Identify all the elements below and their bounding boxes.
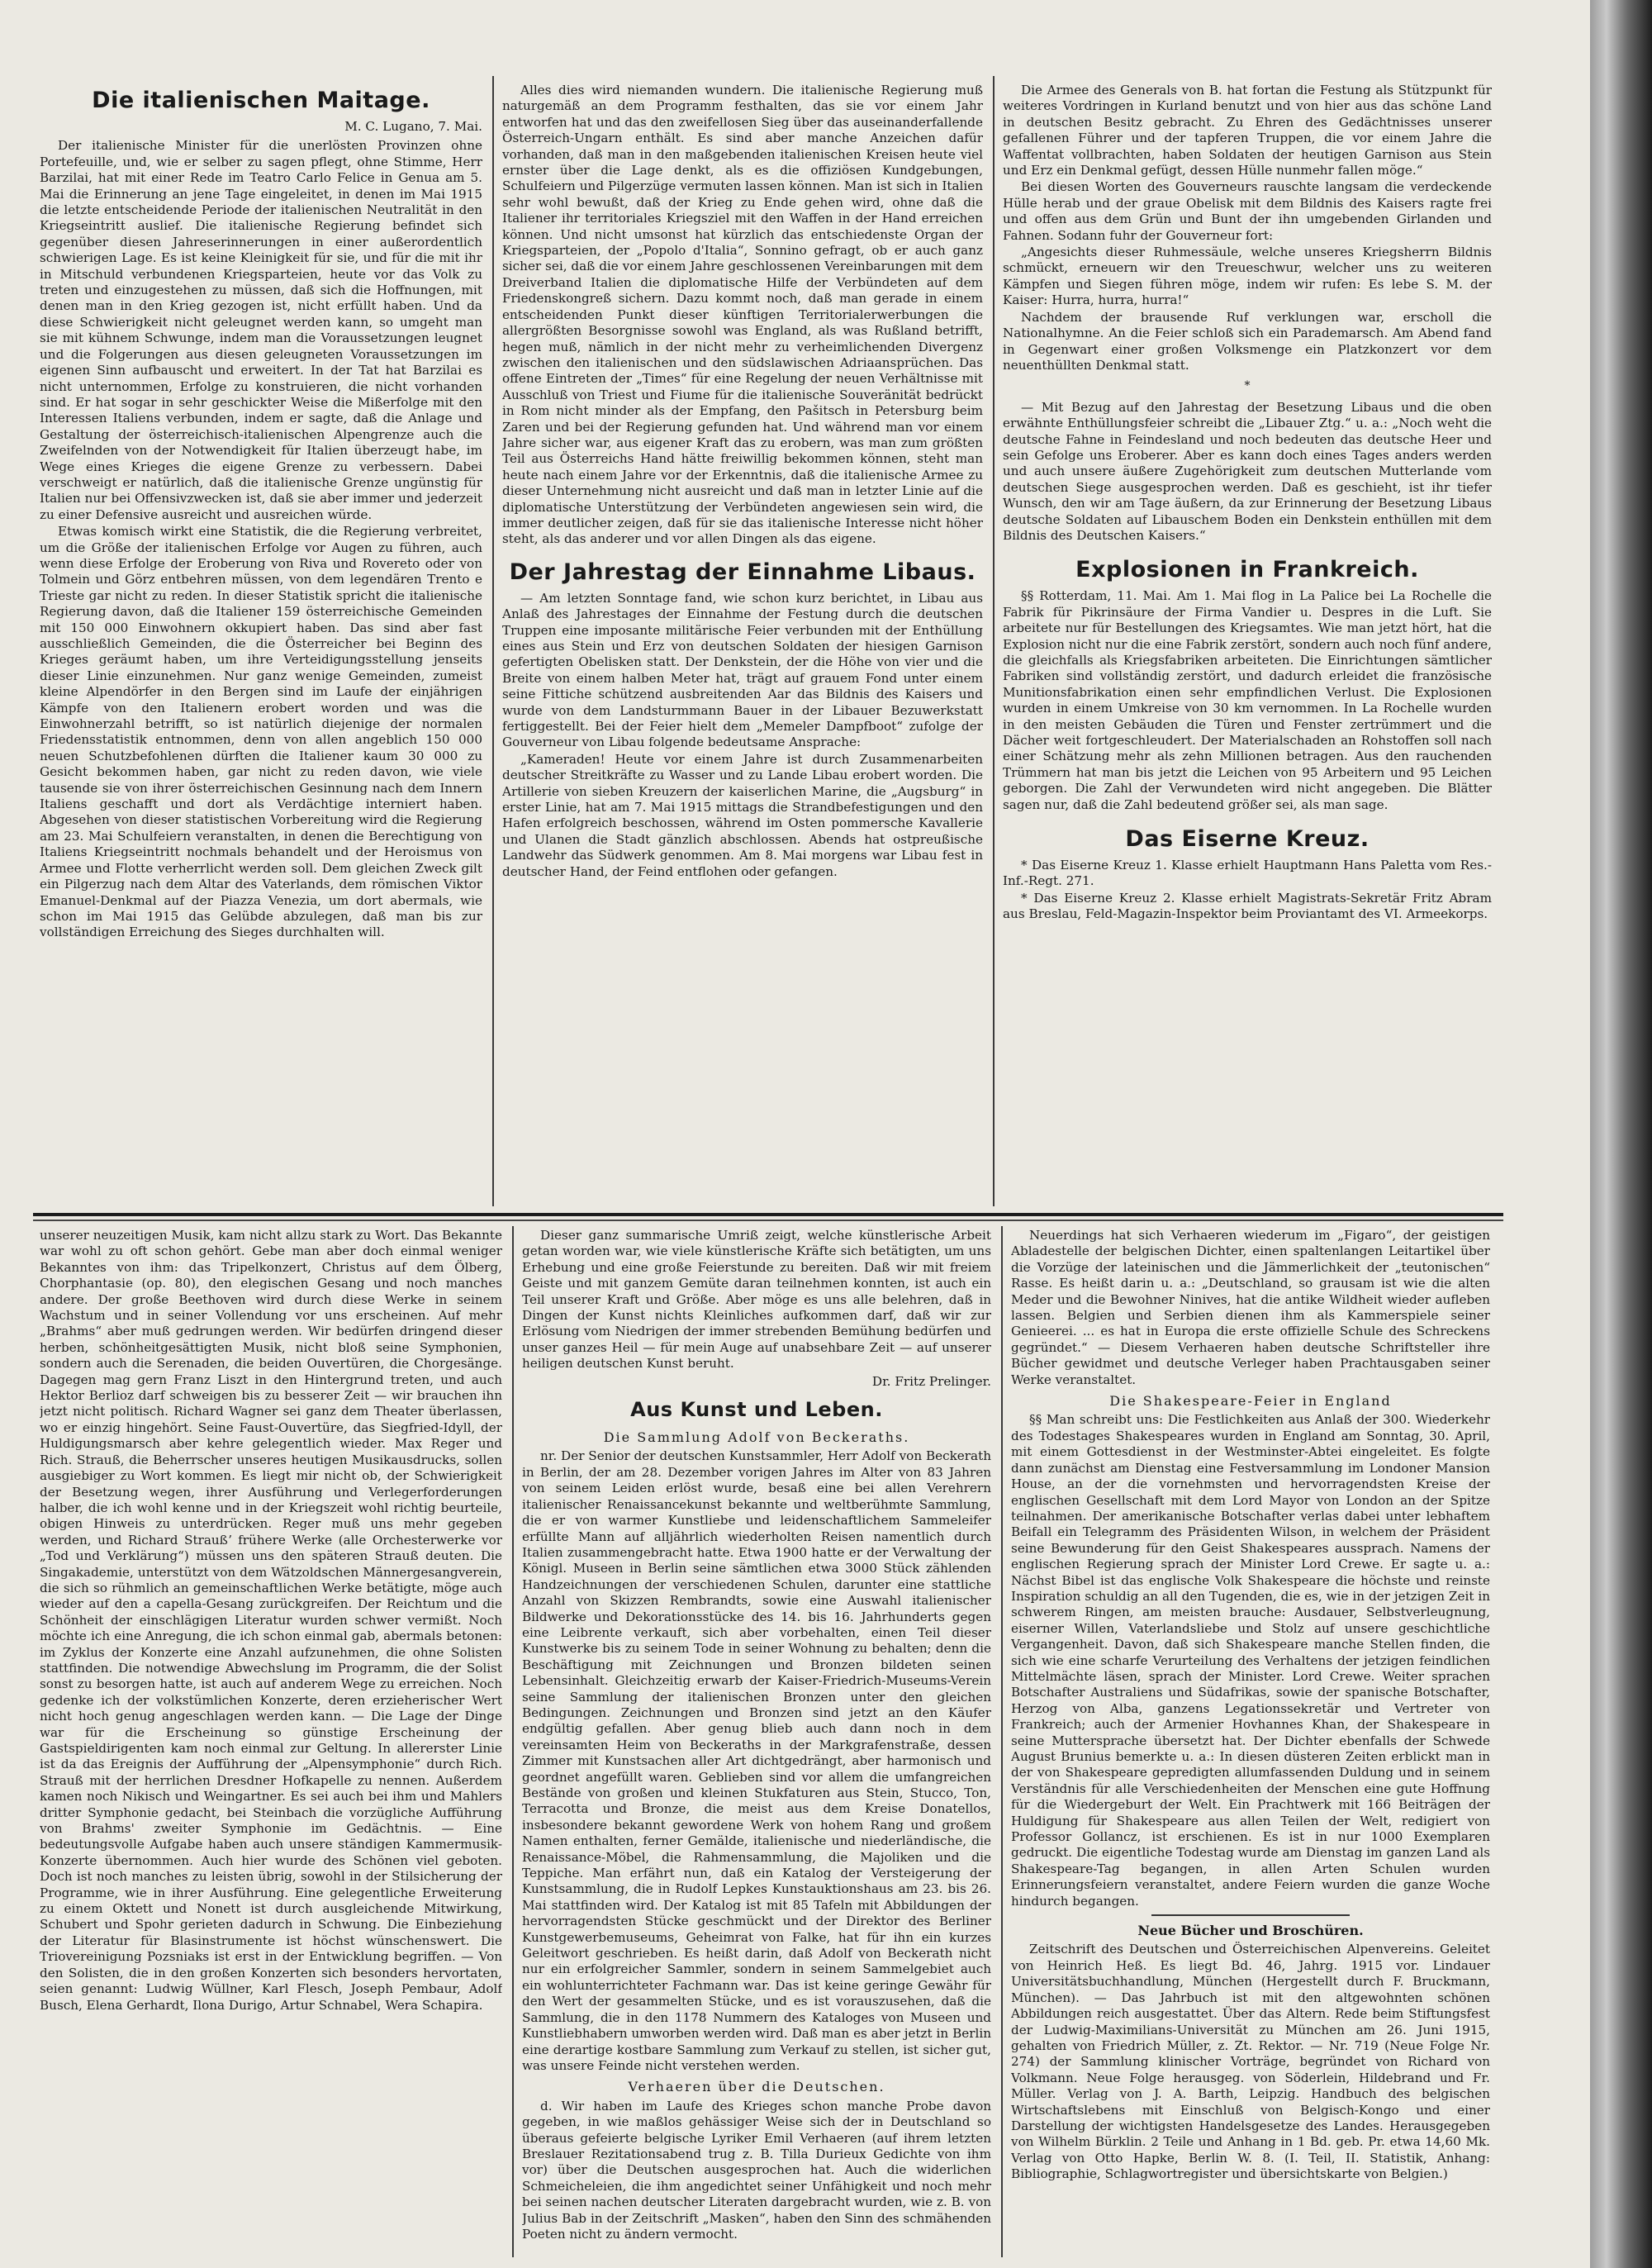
subheading-shakespeare: Die Shakespeare-Feier in England — [1109, 1393, 1392, 1410]
paragraph: — Am letzten Sonntage fand, wie schon kurz berichtet, in Libau aus Anlaß des Jahrestages der Einnahme der Festung durch die deutschen Truppen eine imposante militärische Feier verbunden mit der Enthüllung eines aus Stein und Erz von deutschen Soldaten der hiesigen Garnison gefertigten Obelisken statt. Der Denkstein, der die Höhe von vier und die Breite von einem halben Meter hat, trägt auf grauem Fond unter einem seine Fittiche schützend ausbreitenden Aar das Bildnis des Kaisers und wurde von dem Landsturmmann Bauer in der Libauer Bezuwerkstatt fertiggestellt. Bei der Feier hielt dem „Memeler Dampfboot“ zufolge der Gouverneur von Libau folgende bedeutsame Ansprache: — [502, 590, 983, 750]
feuilleton-separator-thin — [33, 1220, 1503, 1221]
feuilleton-column-2 — [522, 1228, 991, 2252]
headline-art-and-life: Aus Kunst und Leben. — [630, 1398, 883, 1422]
dateline: M. C. Lugano, 7. Mai. — [344, 119, 482, 134]
paragraph: nr. Der Senior der deutschen Kunstsammler, Herr Adolf von Beckerath in Berlin, der am 28. Dezember vorigen Jahres im Alter von 83 Jahren von seinem Leiden erlöst wurde, besaß eine bei allen Verehrern italienischer Renaissancekunst bekannte und weltberühmte Sammlung, die er von warmer Kunstliebe und leidenschaftlichem Sammeleifer erfüllte Mann auf alljährlich wiederholten Reisen namentlich durch Italien zusammengebracht hatte. Etwa 1900 hatte er der Verwaltung der Königl. Museen in Berlin seine sämtlichen etwa 3000 Stück zählenden Handzeichnungen der verschiedenen Schulen, darunter eine stattliche Anzahl von Skizzen Rembrandts, sowie eine Auswahl italienischer Bildwerke und Dekorationsstücke des 14. bis 16. Jahrhunderts gegen eine Leibrente verkauft, sich aber vorbehalten, einen Teil dieser Kunstwerke bis zu seinem Tode in seiner Wohnung zu behalten; denn die Beschäftigung mit Zeichnungen und Bronzen bildeten seinen Lebensinhalt. Gleichzeitig erwarb der Kaiser-Friedrich-Museums-Verein seine Sammlung der italienischen Bronzen unter den gleichen Bedingungen. Zeichnungen und Bronzen sind jetzt an den Käufer endgültig gefallen. Aber genug blieb auch dann noch in dem vereinsamten Heim von Beckeraths in der Markgrafenstraße, dessen Zimmer mit Kunstsachen aller Art dichtgedrängt, aber harmonisch und geordnet angefüllt waren. Geblieben sind vor allem die umfangreichen Bestände von großen und kleinen Stukfaturen aus Stein, Stucco, Ton, Terracotta und Bronze, die meist aus dem Kreise Donatellos, insbesondere bekannt gewordene Werk von hohem Rang und großem Namen enthalten, ferner Gemälde, italienische und niederländische, die Renaissance-Möbel, die Rahmensammlung, die Majoliken und die Teppiche. Man erfährt nun, daß ein Katalog der Versteigerung der Kunstsammlung, die in Rudolf Lepkes Kunstauktionshaus am 23. bis 26. Mai stattfinden wird. Der Katalog ist mit 85 Tafeln mit Abbildungen der hervorragendsten Stücke geschmückt und der Direktor des Berliner Kunstgewerbemuseums, Geheimrat von Falke, hat für ihn ein kurzes Geleitwort geschrieben. Es heißt darin, daß Adolf von Beckerath nicht nur ein erfolgreicher Sammler, sondern in seinem Sammelgebiet auch ein wohlunterrichteter Fachmann war. Das ist keine geringe Gewähr für den Wert der gesammelten Stücke, und es ist vorauszusehen, daß die Sammlung, die in den 1178 Nummern des Kataloges von Museen und Kunstliebhabern umworben werden wird. Daß man es aber jetzt in Berlin eine derartige kostbare Sammlung zum Verkauf zu stellen, ist sicher gut, was unsere Feinde nicht verstehen werden. — [522, 1448, 991, 2073]
headline-italian-may-days: Die italienischen Maitage. — [92, 88, 430, 113]
paragraph: d. Wir haben im Laufe des Krieges schon manche Probe davon gegeben, in wie maßlos gehässiger Weise sich der in Deutschland so überaus gefeierte belgische Lyriker Emil Verhaeren (auf ihrem letzten Breslauer Rezitationsabend trug z. B. Tilla Durieux Gedichte von ihm vor) über die Deutschen ausgesprochen hat. Auch die widerlichen Schmeicheleien, die ihm angedichtet seiner Unfähigkeit und noch mehr bei seinen nachen deutscher Literaten dargebracht wurden, wie z. B. von Julius Bab in der Zeitschrift „Masken“, haben den Sinn des schmähenden Poeten nicht zu ändern vermocht. — [522, 2098, 991, 2242]
paragraph: „Kameraden! Heute vor einem Jahre ist durch Zusammenarbeiten deutscher Streitkräfte zu Wasser und zu Lande Libau erobert worden. Die Artillerie von sieben Kreuzern der kaiserlichen Marine, die „Augsburg“ in erster Linie, hat am 7. Mai 1915 mittags die Strandbefestigungen und den Hafen erfolgreich beschossen, während im Osten pommersche Kavallerie und Ulanen die Stadt gänzlich abschlossen. Abends hat ostpreußische Landwehr das Südwerk genommen. Am 8. Mai morgens war Libau fest in deutscher Hand, der Feind entflohen oder gefangen. — [502, 751, 983, 879]
paragraph: „Angesichts dieser Ruhmessäule, welche unseres Kriegsherrn Bildnis schmückt, erneuern wir den Treueschwur, welcher uns zu weiteren Kämpfen und Siegen führen möge, indem wir rufen: Es lebe S. M. der Kaiser: Hurra, hurra, hurra!“ — [1003, 245, 1492, 308]
paragraph: Etwas komisch wirkt eine Statistik, die die Regierung verbreitet, um die Größe der italienischen Erfolge vor Augen zu führen, auch wenn diese Erfolge der Eroberung von Riva und Rovereto oder von Tolmein und Görz entbehren müssen, von dem legendären Trento e Trieste gar nicht zu reden. In dieser Statistik spricht die italienische Regierung davon, daß die Italiener 159 österreichische Gemeinden mit 150 000 Einwohnern okkupiert haben. Das sind aber fast ausschließlich Gemeinden, die die Österreicher bei Beginn des Krieges geräumt haben, um ihre Verteidigungsstellung jenseits dieser Linie einzunehmen. Nur ganz wenige Gemeinden, zumeist kleine Alpendörfer in den Bergen sind im Laufe der einjährigen Kämpfe von den Italienern erobert worden und was die Einwohnerzahl betrifft, so ist natürlich diejenige der normalen Friedensstatistik entnommen, denn von allen angeblich 150 000 neuen Schutzbefohlenen dürften die Italiener kaum 30 000 zu Gesicht bekommen haben, gar nicht zu reden davon, wie viele tausende sie von ihrer österreichischen Gesinnung nach dem Innern Italiens geschafft und dort als Verdächtige interniert haben. Abgesehen von dieser statistischen Vorbereitung wird die Regierung am 23. Mai Schulfeiern veranstalten, in denen die Berechtigung von Italiens Kriegseintritt nochmals behandelt und der Heroismus von Armee und Flotte verherrlicht werden soll. Dem gleichen Zweck gilt ein Pilgerzug nach dem Altar des Vaterlands, dem römischen Viktor Emanuel-Denkmal auf der Piazza Venezia, um dort abermals, wie schon im Mai 1915 das Gelübde abzulegen, daß man bis zur vollständigen Erreichung des Sieges durchhalten will. — [40, 524, 482, 940]
column-divider — [512, 1226, 514, 2257]
column-2 — [502, 83, 983, 1206]
page-edge — [1590, 0, 1652, 2268]
list-item: * Das Eiserne Kreuz 1. Klasse erhielt Hauptmann Hans Paletta vom Res.-Inf.-Regt. 271. — [1003, 858, 1492, 889]
section-star: * — [1244, 379, 1251, 393]
column-divider — [492, 76, 494, 1206]
subheading-beckerath-collection: Die Sammlung Adolf von Beckeraths. — [603, 1429, 910, 1446]
paragraph: Dieser ganz summarische Umriß zeigt, welche künstlerische Arbeit getan worden war, wie viele künstlerische Kräfte sich betätigten, um uns Erhebung und eine große Feierstunde zu bereiten. Daß wir mit freiem Geiste und mit ganzem Gemüte daran teilnehmen konnten, ist auch ein Teil unserer Kraft und Größe. Aber möge es uns alle belehren, daß in Dingen der Kunst nichts Kleinliches aufkommen darf, daß wir zur Erlösung vom Niedrigen der immer strebenden Bemühung bedürfen und unser ganzes Heil — für mein Auge auf unabsehbare Zeit — auf unserer heiligen deutschen Kunst beruht. — [522, 1228, 991, 1372]
list-item: * Das Eiserne Kreuz 2. Klasse erhielt Magistrats-Sekretär Fritz Abram aus Breslau, Feld-Magazin-Inspektor beim Proviantamt des VI. Armeekorps. — [1003, 890, 1492, 922]
column-1 — [40, 81, 482, 1205]
headline-libau-anniversary: Der Jahrestag der Einnahme Libaus. — [509, 559, 976, 585]
feuilleton-column-1 — [40, 1228, 502, 2252]
subheading-verhaeren: Verhaeren über die Deutschen. — [628, 2079, 885, 2095]
paragraph: §§ Man schreibt uns: Die Festlichkeiten aus Anlaß der 300. Wiederkehr des Todestages Shakespeares wurden in England am Sonntag, 30. April, mit einem Gottesdienst in der Westminster-Abtei eingeleitet. Es folgte dann zunächst am Dienstag eine Festversammlung im Londoner Mansion House, an der die vornehmsten und hervorragendsten Kreise der englischen Gesellschaft mit dem Lord Mayor von London an der Spitze teilnahmen. Der amerikanische Botschafter verlas dabei unter lebhaftem Beifall ein Telegramm des Präsidenten Wilson, in welchem der Präsident seine Bewunderung für den Geist Shakespeares aussprach. Namens der englischen Regierung sprach der Minister Lord Crewe. Er sagte u. a.: Nächst Bibel ist das englische Volk Shakespeare die höchste und reinste Inspiration schuldig an all den Tugenden, die es, wie in der jetzigen Zeit in schwerem Ringen, am meisten brauche: Ausdauer, Selbstverleugnung, eiserner Willen, Vaterlandsliebe und Stolz auf unsere geschichtliche Vergangenheit. Davon, daß sich Shakespeare manche Stellen finden, die sich wie eine scharfe Verurteilung des Verhaltens der jetzigen feindlichen Mittelmächte läsen, sprach der Minister. Lord Crewe. Weiter sprachen Botschafter Australiens und Südafrikas, sowie der spanische Botschafter, Herzog von Alba, ganzens Legationssekretär und Vertreter von Frankreich; auch der Armenier Hovhannes Khan, der Shakespeare in seine Muttersprache übersetzt hat. Der Dichter ebenfalls der Schwede August Brunius bemerkte u. a.: In diesen düsteren Zeiten erblickt man in der von Shakespeare gepredigten allumfassenden Duldung und in seinem Verständnis für alle Verschiedenheiten der Menschen eine gute Hoffnung für die Wiedergeburt der Welt. Ein Prachtwerk mit 166 Beiträgen der Huldigung für Shakespeare aus allen Teilen der Welt, redigiert von Professor Gollancz, ist erschienen. Es ist in nur 1000 Exemplaren gedruckt. Die eigentliche Todestag wurde am Dienstag im ganzen Land als Shakespeare-Tag begangen, in allen Arten Schulen wurden Erinnerungsfeiern veranstaltet, andere Feiern wurden die ganze Woche hindurch begangen. — [1011, 1412, 1490, 1909]
subheading-new-books: Neue Bücher und Broschüren. — [1137, 1923, 1364, 1939]
paragraph: unserer neuzeitigen Musik, kam nicht allzu stark zu Wort. Das Bekannte war wohl zu oft schon gehört. Gebe man aber doch einmal weniger Bekanntes von ihm: das Tripelkonzert, Christus auf dem Ölberg, Chorphantasie (op. 80), den elegischen Gesang und noch manches andere. Der große Beethoven wird durch diese Werke in seinem Wachstum und in seiner Vollendung vor uns erscheinen. Auf mehr „Brahms“ aber muß gedrungen werden. Wir bedürfen dringend dieser herben, schönheitgesättigten Musik, nicht bloß seine Symphonien, sondern auch die Serenaden, die beiden Ouvertüren, die Chorgesänge. Dagegen mag gern Franz Liszt in den Hintergrund treten, und auch Hektor Berlioz darf schweigen bis zu besserer Zeit — wir brauchen ihn jetzt nicht politisch. Richard Wagner sei ganz dem Theater überlassen, wo er einzig hingehört. Seine Faust-Ouvertüre, das Siegfried-Idyll, der Huldigungsmarsch aber kehre gelegentlich wieder. Max Reger und Rich. Strauß, die Beherrscher unseres heutigen Musikausdrucks, sollen ausgiebiger zu Wort kommen. Es liegt mir nicht ob, der Schwierigkeit der Besetzung wegen, ihrer Ausführung und Verlegerforderungen halber, die ich wohl kenne und in der Kriegszeit wohl richtig beurteile, obigen Hinweis zu unterdrücken. Reger muß uns mehr gegeben werden, und Richard Straußʼ frühere Werke (alle Orchesterwerke vor „Tod und Verklärung“) müssen uns den späteren Strauß deuten. Die Singakademie, unterstützt von dem Wätzoldschen Männergesangverein, die sich so rühmlich an gemeinschaftlichen Werke betätigte, möge auch wieder auf den a capella-Gesang zurückgreifen. Der Reichtum und die Schönheit der einschlägigen Literatur wurden schwer vermißt. Noch möchte ich eine Anregung, die ich schon einmal gab, abermals betonen: im Zyklus der Konzerte eine Anzahl aufzunehmen, die ohne Solisten stattfinden. Die notwendige Abwechslung im Programm, die der Solist sonst zu besorgen hatte, ist auch auf anderem Wege zu erreichen. Noch gedenke ich der volkstümlichen Konzerte, deren erzieherischer Wert nicht hoch genug angeschlagen werden kann. — Die Lage der Dinge war für die Erscheinung so günstige Erscheinung der Gastspieldirigenten kam noch einmal zur Geltung. In allererster Linie ist da das Ereignis der Aufführung der „Alpensymphonie“ durch Rich. Strauß mit der herrlichen Dresdner Hofkapelle zu nennen. Außerdem kamen noch Nikisch und Weingartner. Es sei auch bei ihm und Mahlers dritter Symphonie gedacht, bei Steinbach die vorzügliche Aufführung von Brahms' zweiter Symphonie im Gedächtnis. — Eine bedeutungsvolle Aufgabe haben auch unsere ständigen Kammermusik-Konzerte übernommen. Auch hier wurde des Schönen viel geboten. Doch ist noch manches zu leisten übrig, sowohl in der Stilsicherung der Programme, wie in ihrer Ausführung. Eine gelegentliche Erweiterung zu einem Oktett und Nonett ist durch ausgleichende Mitwirkung, Schubert und Spohr gerieten dadurch in Schwung. Die Einbeziehung der Literatur für Blasinstrumente ist höchst wünschenswert. Die Triovereinigung Pozsniaks ist erst in der Entwicklung begriffen. — Von den Solisten, die in den großen Konzerten sich besonders hervortaten, seien genannt: Ludwig Wüllner, Karl Flesch, Joseph Pembaur, Adolf Busch, Elena Gerhardt, Ilona Durigo, Artur Schnabel, Wera Schapira. — [40, 1228, 502, 2013]
paragraph: Alles dies wird niemanden wundern. Die italienische Regierung muß naturgemäß an dem Programm festhalten, das sie vor einem Jahr entworfen hat und das den zweifellosen Sieg über das auseinanderfallende Österreich-Ungarn enthält. Es sind aber manche Anzeichen dafür vorhanden, daß man in den maßgebenden italienischen Kreisen heute viel ernster über die Lage denkt, als es die offiziösen Kundgebungen, Schulfeiern und Pilgerzüge vermuten lassen können. Man ist sich in Italien sehr wohl bewußt, daß der Krieg zu Ende gehen wird, ohne daß die Italiener ihr territoriales Kriegsziel mit den Waffen in der Hand erreichen können. Und nicht umsonst hat kürzlich das entschiedenste Organ der Kriegsparteien, der „Popolo d'Italia“, Sonnino gefragt, ob er auch ganz sicher sei, daß die vor einem Jahre geschlossenen Vereinbarungen mit dem Dreiverband Italien die diplomatische Hilfe der Verbündeten auf dem Friedenskongreß sichern. Dazu kommt noch, daß man gerade in einem entscheidenden Punkt dieser künftigen Territorialerwerbungen die allergrößten Besorgnisse sowohl was England, als was Rußland betrifft, hegen muß, nämlich in der nicht mehr zu verheimlichenden Divergenz zwischen den italienischen und den südslawischen Adriaansprüchen. Das offene Eintreten der „Times“ für eine Regelung der neuen Verhältnisse mit Ausschluß von Triest und Fiume für die italienische Souveränität bedrückt in Rom nicht minder als der Empfang, den Pašitsch in Petersburg beim Zaren und bei der Regierung gefunden hat. Und während man vor einem Jahre sicher war, aus eigener Kraft das zu erobern, was man zum größten Teil aus Österreichs Hand hätte freiwillig bekommen können, steht man heute nach einem Jahre vor der Erkenntnis, daß die italienische Armee zu dieser Unternehmung nicht ausreicht und daß man in letzter Linie auf die diplomatische Unterstützung der Verbündeten angewiesen sein wird, die immer deutlicher zeigen, daß für sie das italienische Interesse nicht höher steht, als das anderer und vor allen Dingen als das eigene. — [502, 83, 983, 547]
paragraph: — Mit Bezug auf den Jahrestag der Besetzung Libaus und die oben erwähnte Enthüllungsfeier schreibt die „Libauer Ztg.“ u. a.: „Noch weht die deutsche Fahne in Feindesland und noch bedeuten das deutsche Heer und sein Gefolge uns Eroberer. Aber es kann doch eines Tages anders werden und auch unsere äußere Zugehörigkeit zum deutschen Mutterlande vom deutschen Siege ausgesprochen werden. Daß es geschieht, ist ihr tiefer Wunsch, den wir am Tage äußern, da zur Erinnerung der Besetzung Libaus deutsche Soldaten auf Libauschem Boden ein Denkstein enthüllen mit dem Bildnis des Deutschen Kaisers.“ — [1003, 399, 1492, 543]
paragraph: Nachdem der brausende Ruf verklungen war, erscholl die Nationalhymne. An die Feier schloß sich ein Parademarsch. Am Abend fand in Gegenwart einer großen Volksmenge ein Platzkonzert vor dem neuenthüllten Denkmal statt. — [1003, 309, 1492, 373]
paragraph: §§ Rotterdam, 11. Mai. Am 1. Mai flog in La Palice bei La Rochelle die Fabrik für Pikrinsäure der Firma Vandier u. Despres in die Luft. Sie arbeitete nur für Bestellungen des Kriegsamtes. Wie man jetzt hört, hat die Explosion nicht nur die eine Fabrik zerstört, sondern auch noch fünf andere, die gleichfalls als Kriegsfabriken arbeiteten. Die Einrichtungen sämtlicher Fabriken sind vollständig zerstört, und dadurch erleidet die französische Munitionsfabrikation einen sehr empfindlichen Verlust. Die Explosionen wurden in einem Umkreise von 30 km vernommen. In La Rochelle wurden in den meisten Gebäuden die Türen und Fenster zertrümmert und die Dächer weit fortgeschleudert. Der Materialschaden an Rohstoffen soll nach einer Schätzung mehr als zehn Millionen betragen. Aus den rauchenden Trümmern hat man bis jetzt die Leichen von 95 Arbeitern und 95 Leichen geborgen. Die Zahl der Verwundeten wird nicht angegeben. Die Blätter sagen nur, daß die Zahl bedeutend größer sei, als man sage. — [1003, 588, 1492, 812]
paragraph: Bei diesen Worten des Gouverneurs rauschte langsam die verdeckende Hülle herab und der graue Obelisk mit dem Bildnis des Kaisers ragte frei und offen aus dem Grün und Bunt der ihn umgebenden Girlanden und Fahnen. Sodann fuhr der Gouverneur fort: — [1003, 179, 1492, 243]
paragraph: Der italienische Minister für die unerlösten Provinzen ohne Portefeuille, und, wie er selber zu sagen pflegt, ohne Stimme, Herr Barzilai, hat mit einer Rede im Teatro Carlo Felice in Genua am 5. Mai die Erinnerung an jene Tage eingeleitet, in denen im Mai 1915 die letzte entscheidende Periode der italienischen Neutralität in den Kriegseintritt auslief. Die italienische Regierung befindet sich gegenüber diesen Jahreserinnerungen in einer außerordentlich schwierigen Lage. Es ist keine Kleinigkeit für sie, und für die mit ihr in Mitschuld verbundenen Kriegsparteien, heute vor das Volk zu treten und einzugestehen zu müssen, daß sich die Hoffnungen, mit denen man in den Krieg gezogen ist, nicht erfüllt haben. Und da diese Schwierigkeit nicht geleugnet werden kann, so umgeht man sie mit kühnem Schwunge, indem man die Voraussetzungen leugnet und die Folgerungen aus diesen geleugneten Voraussetzungen im eigenen Sinn aufbauscht und erweitert. In der Tat hat Barzilai es nicht unternommen, Erfolge zu konstruieren, die nicht vorhanden sind. Er hat sogar in sehr geschickter Weise die Mißerfolge mit den Interessen Italiens verbunden, indem er sagte, daß die Anlage und Gestaltung der österreichisch-italienischen Alpengrenze auch die Zweifelnden von der Notwendigkeit für Italien überzeugt habe, im Wege eines Krieges die eigene Grenze zu verbessern. Dabei verschweigt er natürlich, daß die italienische Grenze ungünstig für Italien nur bei Offensivzwecken ist, daß sie aber immer und jederzeit zu einer Defensive ausreicht und ausreichen würde. — [40, 138, 482, 522]
paragraph: Zeitschrift des Deutschen und Österreichischen Alpenvereins. Geleitet von Heinrich Heß. Es liegt Bd. 46, Jahrg. 1915 vor. Lindauer Universitätsbuchhandlung, München (Hergestellt durch F. Bruckmann, München). — Das Jahrbuch ist mit den altgewohnten schönen Abbildungen reich ausgestattet. Über das Altern. Rede beim Stiftungsfest der Ludwig-Maximilians-Universität zu München am 26. Juni 1915, gehalten von Friedrich Müller, z. Zt. Rektor. — Nr. 719 (Neue Folge Nr. 274) der Sammlung klinischer Vorträge, begründet von Richard von Volkmann. Neue Folge herausgeg. von Söderlein, Hildebrand und Fr. Müller. Verlag von J. A. Barth, Leipzig. Handbuch des belgischen Wirtschaftslebens mit Einschluß von Belgisch-Kongo und einer Darstellung der wichtigsten Handelsgesetze des Landes. Herausgegeben von Wilhelm Bürklin. 2 Teile und Anhang in 1 Bd. geb. Pr. etwa 14,60 Mk. Verlag von Otto Hapke, Berlin W. 8. (I. Teil, II. Statistik, Anhang: Bibliographie, Schlagwortregister und übersichtskarte von Belgien.) — [1011, 1942, 1490, 2182]
author-signature: Dr. Fritz Prelinger. — [871, 1373, 991, 1389]
headline-iron-cross: Das Eiserne Kreuz. — [1125, 826, 1370, 853]
column-divider — [1001, 1226, 1003, 2257]
headline-explosions-france: Explosionen in Frankreich. — [1075, 557, 1419, 583]
feuilleton-separator — [33, 1213, 1503, 1216]
paragraph: Neuerdings hat sich Verhaeren wiederum im „Figaro“, der geistigen Abladestelle der belgischen Dichter, einen spaltenlangen Leitartikel über die Vorzüge der lateinischen und die Jämmerlichkeit der „teutonischen“ Rasse. Es heißt darin u. a.: „Deutschland, so grausam ist wie die alten Meder und die Bewohner Ninives, hat die antike Wildheit wieder aufleben lassen. Belgien und Serbien dienen ihm als Kammerspiele seiner Genieerei. ... es hat in Europa die erste offizielle Schule des Schreckens gegründet.“ — Diesem Verhaeren haben deutsche Schriftsteller ihre Bücher gewidmet und deutsche Verleger haben Prachtausgaben seiner Werke veranstaltet. — [1011, 1228, 1490, 1387]
column-divider — [993, 76, 995, 1206]
feuilleton-column-3 — [1011, 1228, 1490, 2252]
paragraph: Die Armee des Generals von B. hat fortan die Festung als Stützpunkt für weiteres Vordringen in Kurland benutzt und von hier aus das schöne Land in deutschen Besitz gebracht. Zu Ehren des Gedächtnisses unserer gefallenen Führer und der tapferen Truppen, die vor einem Jahre die Waffentat vollbrachten, haben Soldaten der heutigen Garnison aus Stein und Erz ein Denkmal gefügt, dessen Hülle nunmehr fallen möge.“ — [1003, 83, 1492, 178]
divider — [1151, 1914, 1350, 1916]
column-3 — [1003, 83, 1492, 1206]
